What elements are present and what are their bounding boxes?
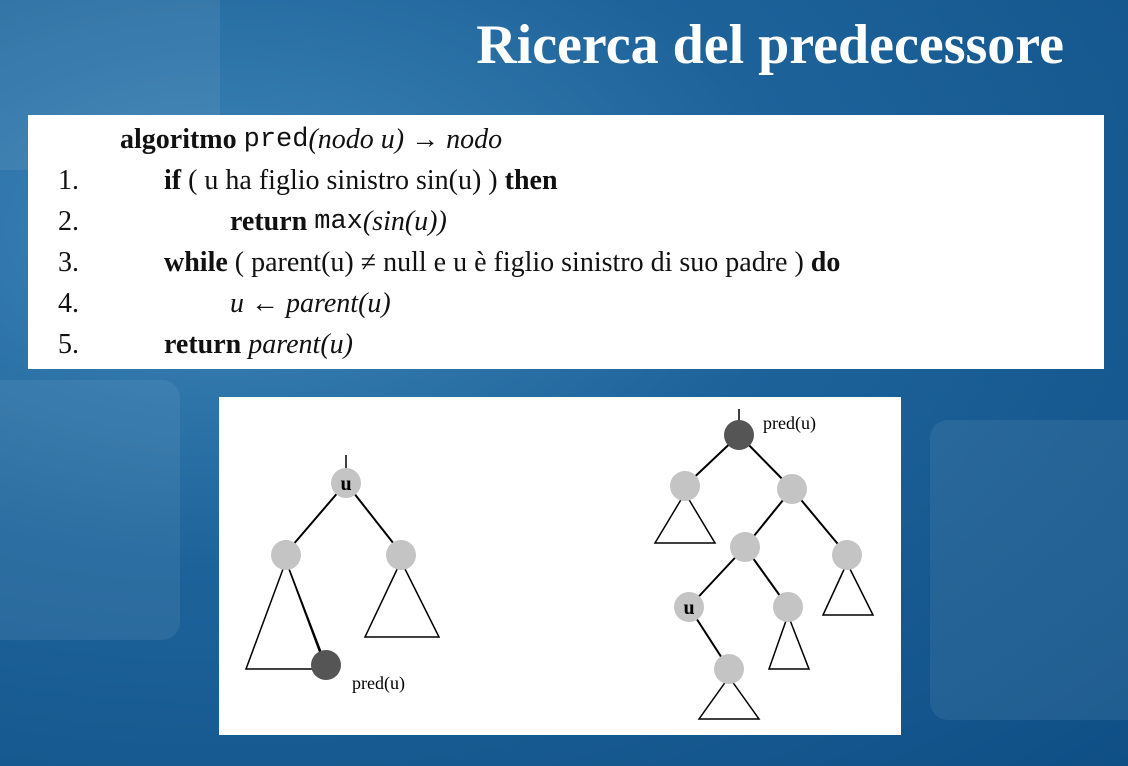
tree-node (714, 654, 744, 684)
tree-node (386, 540, 416, 570)
line-number: 1. (58, 164, 79, 196)
code-header-args: (nodo u) → nodo (308, 123, 503, 155)
code-line (28, 242, 1104, 283)
line-number: 3. (58, 246, 79, 278)
tree-node (777, 474, 807, 504)
code-keyword: if (164, 164, 182, 196)
background-key (930, 420, 1128, 720)
code-keyword: return (230, 205, 308, 237)
left-tree (246, 455, 439, 694)
right-tree (655, 409, 873, 719)
subtree-triangle (769, 615, 809, 669)
subtree-triangle (246, 561, 326, 669)
line-number: 2. (58, 205, 79, 237)
code-line (28, 324, 1104, 365)
code-text: ( parent(u) ≠ null e u è figlio sinistro di suo padre ) (227, 246, 811, 278)
pred-label: pred(u) (352, 673, 405, 693)
node-u-label: u (340, 473, 352, 495)
pred-label: pred(u) (763, 413, 816, 433)
background-key (0, 380, 180, 640)
tree-node (670, 471, 700, 501)
pred-node (724, 420, 754, 450)
tree-edge (286, 561, 326, 665)
code-header (28, 119, 1104, 160)
code-keyword: while (164, 246, 228, 278)
code-text: (sin(u)) (362, 205, 447, 237)
code-text: u ← parent(u) (230, 287, 391, 319)
code-line (28, 201, 1104, 242)
slide-title: Ricerca del predecessore (476, 14, 1064, 76)
subtree-triangle (365, 561, 439, 637)
code-header-keyword: algoritmo (120, 123, 237, 155)
tree-node (832, 540, 862, 570)
tree-diagram (219, 397, 901, 735)
code-line (28, 283, 1104, 324)
code-text: ( u ha figlio sinistro sin(u) ) (181, 164, 505, 196)
code-text: parent(u) (241, 328, 353, 360)
code-header-func: pred (243, 124, 309, 155)
tree-node (773, 592, 803, 622)
line-number: 4. (58, 287, 79, 319)
pseudocode-box (28, 115, 1104, 369)
tree-diagram-svg (219, 397, 901, 735)
tree-node (730, 532, 760, 562)
tree-node (271, 540, 301, 570)
subtree-triangle (823, 563, 873, 615)
code-line (28, 160, 1104, 201)
code-keyword: then (504, 164, 558, 196)
line-number: 5. (58, 328, 79, 360)
code-keyword: do (810, 246, 841, 278)
pred-node (311, 650, 341, 680)
node-u-label: u (683, 597, 695, 619)
code-keyword: return (164, 328, 242, 360)
code-func: max (314, 206, 363, 237)
